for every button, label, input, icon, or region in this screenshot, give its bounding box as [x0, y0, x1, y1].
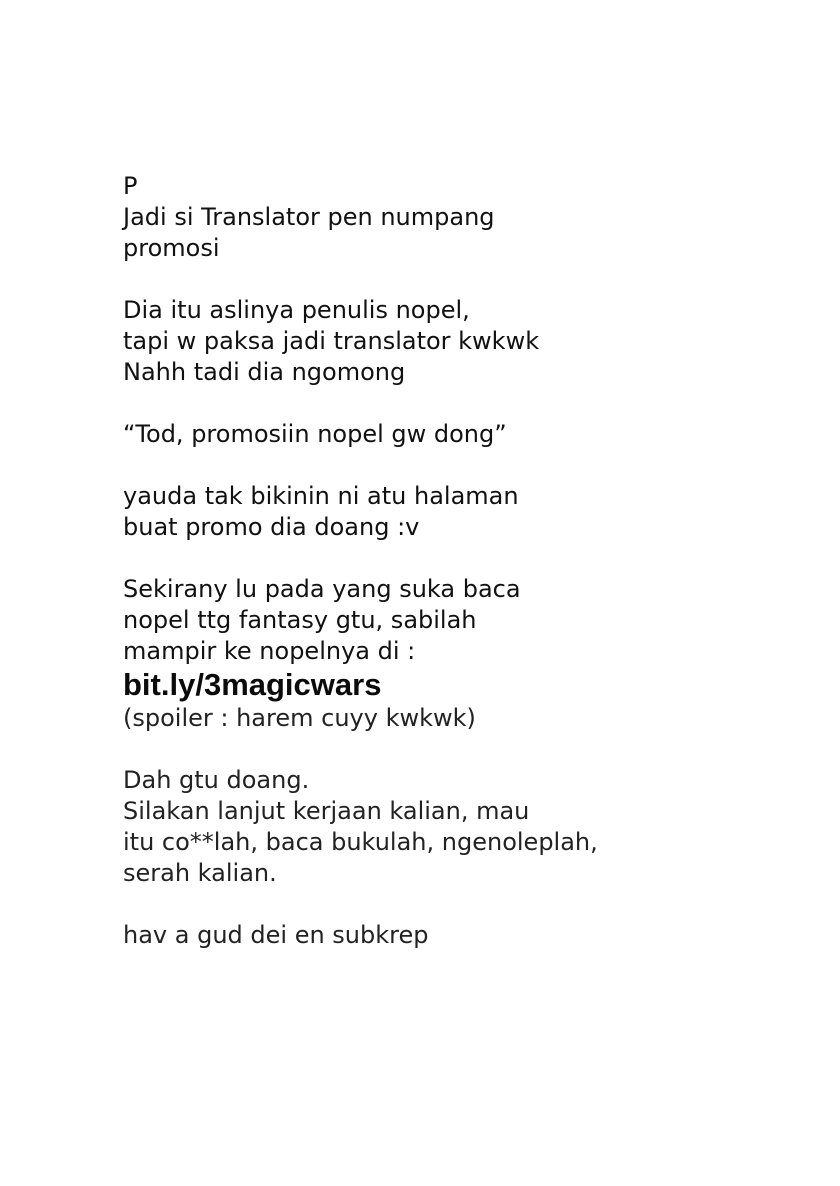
header-letter: P	[123, 172, 138, 200]
paragraph-gap	[123, 388, 743, 419]
decision-line-2: buat promo dia doang :v	[123, 513, 420, 541]
explanation-line-2: tapi w paksa jadi translator kwkwk	[123, 327, 540, 355]
intro-line-2: promosi	[123, 234, 220, 262]
promo-text-block	[123, 171, 743, 951]
closing-line-4: serah kalian.	[123, 859, 277, 887]
invitation-line-2: nopel ttg fantasy gtu, sabilah	[123, 606, 477, 634]
explanation-line-3: Nahh tadi dia ngomong	[123, 358, 406, 386]
closing-line-2: Silakan lanjut kerjaan kalian, mau	[123, 797, 530, 825]
paragraph-gap	[123, 264, 743, 295]
closing-line-3: itu co**lah, baca bukulah, ngenoleplah,	[123, 828, 598, 856]
paragraph-gap	[123, 450, 743, 481]
spoiler-line: (spoiler : harem cuyy kwkwk)	[123, 704, 476, 732]
paragraph-gap	[123, 889, 743, 920]
invitation-line-1: Sekirany lu pada yang suka baca	[123, 575, 521, 603]
signoff-line: hav a gud dei en subkrep	[123, 921, 429, 949]
explanation-line-1: Dia itu aslinya penulis nopel,	[123, 296, 470, 324]
paragraph-gap	[123, 734, 743, 765]
paragraph-gap	[123, 543, 743, 574]
invitation-line-3: mampir ke nopelnya di :	[123, 637, 416, 665]
closing-line-1: Dah gtu doang.	[123, 766, 310, 794]
novel-link[interactable]: bit.ly/3magicwars	[123, 667, 382, 702]
intro-line-1: Jadi si Translator pen numpang	[123, 203, 495, 231]
decision-line-1: yauda tak bikinin ni atu halaman	[123, 482, 519, 510]
quote-line: “Tod, promosiin nopel gw dong”	[123, 420, 507, 448]
